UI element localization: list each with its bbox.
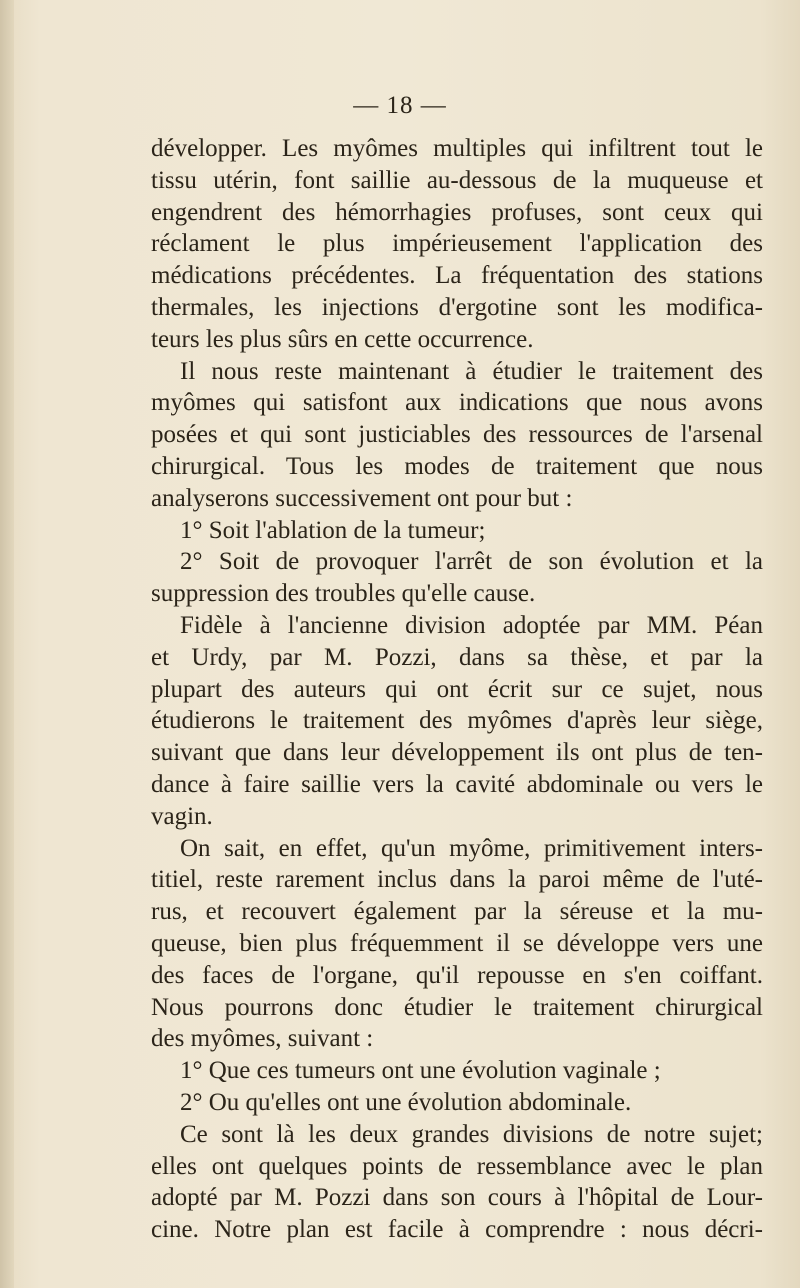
page-number: — 18 —: [353, 92, 447, 119]
text-line: 1° Que ces tumeurs ont une évolution vaginale ;: [180, 1057, 661, 1085]
text-line: et Urdy, par M. Pozzi, dans sa thèse, et par la: [151, 643, 763, 671]
text-line: dance à faire saillie vers la cavité abdominale ou vers le: [151, 770, 763, 798]
page-binding-edge: [0, 0, 14, 1288]
text-line: cine. Notre plan est facile à comprendre : nous décri-: [151, 1216, 763, 1244]
text-line: suppression des troubles qu'elle cause.: [151, 580, 536, 608]
text-line: des faces de l'organe, qu'il repousse en s'en coiffant.: [151, 961, 763, 989]
text-line: 1° Soit l'ablation de la tumeur;: [180, 516, 486, 544]
text-line: Nous pourrons donc étudier le traitement chirurgical: [151, 993, 763, 1021]
text-line: chirurgical. Tous les modes de traitement que nous: [151, 452, 763, 480]
text-line: vagin.: [151, 802, 213, 830]
text-line: Il nous reste maintenant à étudier le traitement des: [180, 357, 763, 385]
text-line: rus, et recouvert également par la séreuse et la mu-: [151, 898, 763, 926]
text-line: développer. Les myômes multiples qui infiltrent tout le: [151, 135, 763, 162]
text-line: analyserons successivement ont pour but :: [151, 484, 573, 512]
text-line: tissu utérin, font saillie au-dessous de la muqueuse et: [151, 166, 763, 194]
text-line: Ce sont là les deux grandes divisions de notre sujet;: [180, 1120, 763, 1148]
text-line: thermales, les injections d'ergotine sont les modifica-: [151, 293, 763, 321]
text-line: plupart des auteurs qui ont écrit sur ce sujet, nous: [151, 675, 763, 703]
text-line: adopté par M. Pozzi dans son cours à l'hôpital de Lour-: [151, 1184, 763, 1212]
text-line: réclament le plus impérieusement l'application des: [151, 230, 763, 258]
text-line: titiel, reste rarement inclus dans la paroi même de l'uté-: [151, 866, 763, 894]
text-line: des myômes, suivant :: [151, 1025, 374, 1053]
text-line: posées et qui sont justiciables des ressources de l'arsenal: [151, 421, 763, 449]
text-line: elles ont quelques points de ressemblance avec le plan: [151, 1152, 763, 1180]
text-line: myômes qui satisfont aux indications que nous avons: [151, 389, 763, 417]
text-line: engendrent des hémorrhagies profuses, sont ceux qui: [151, 198, 763, 226]
text-line: teurs les plus sûrs en cette occurrence.: [151, 325, 534, 353]
text-line: queuse, bien plus fréquemment il se développe vers une: [151, 929, 763, 957]
text-line: 2° Soit de provoquer l'arrêt de son évolution et la: [180, 548, 763, 576]
text-line: Fidèle à l'ancienne division adoptée par MM. Péan: [180, 611, 763, 639]
text-line: suivant que dans leur développement ils ont plus de ten-: [151, 739, 763, 767]
text-line: 2° Ou qu'elles ont une évolution abdominale.: [180, 1088, 632, 1116]
text-line: médications précédentes. La fréquentation des stations: [151, 262, 763, 290]
body-text: [151, 133, 763, 1246]
text-line: On sait, en effet, qu'un myôme, primitivement inters-: [180, 834, 763, 862]
text-line: étudierons le traitement des myômes d'après leur siège,: [151, 707, 763, 735]
